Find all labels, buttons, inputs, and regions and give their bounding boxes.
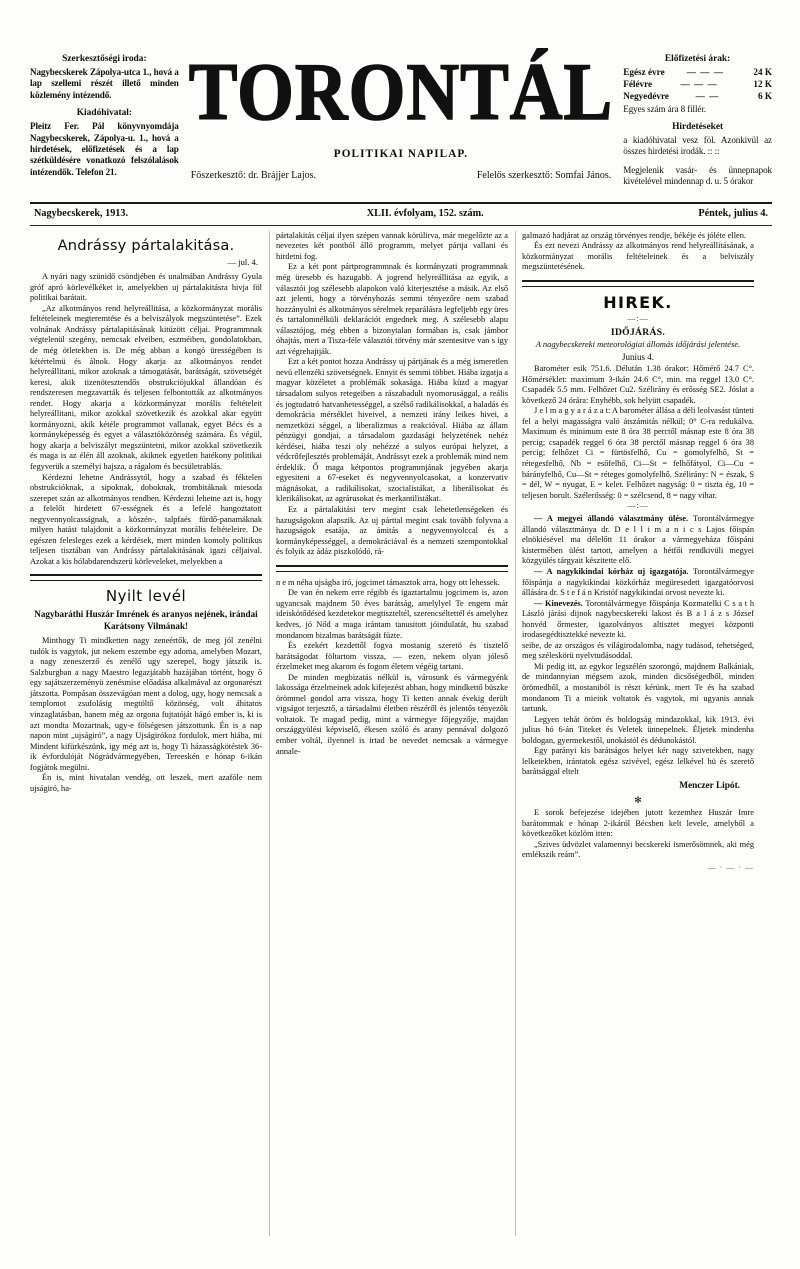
editors-line bbox=[189, 170, 613, 181]
paragraph: Legyen tehát öröm és boldogság mindazokkal, kik 1913. évi julius hó 6-án Titeket és Veletek ünnepelnek. Éljetek mindenha boldogan, gyermekestől, unokástól és dédunokástól. bbox=[522, 714, 754, 745]
price-amount-halfyear: 12 K bbox=[753, 78, 772, 89]
news-item bbox=[522, 514, 754, 567]
news-item-lead: — Kinevezés. bbox=[534, 598, 583, 608]
lead-article-date: — jul. 4. bbox=[227, 257, 258, 268]
paragraph: Minthogy Ti mindketten nagy zeneértők, de meg jól zenélni tudók is vagytok, jut nekem eszembe egy adoma, amelyben Mozart, a nagy zeneszerző és zenélő ugy szerepel, hogy játszik is. Salzburgban a nagy Maestro legazjátabb hazájában történt, hogy ő egy sajátszerzeményü zenésmise előadása alkalmával az orgonarészt játszotta. Pompásan összevágóan ment a dolog, ugy, hogy nemcsak a templomot zsufolásig megtöltő közönség, volt áhitatos vinzaglatásban, hanem még az orgona fujtatóját hágó ember is, ki is azt mondta Mozartnak, ugy-e fölségesen játszottunk. Én is a nap napon mint „ujságiró”, a nagy Ujságirókoz fordulok, mert hiába, mi Mindent kifürkészünk, igy még azt is, hogy Ti házasságkötéstek 36-ik évfordulóját Nógrádvármegyében, Tereeskén e hónap 6-ikán fogjátok megülni. bbox=[30, 636, 262, 772]
dateline-date: Péntek, julius 4. bbox=[698, 207, 768, 219]
mini-divider: —:— bbox=[627, 501, 649, 511]
masthead bbox=[30, 46, 772, 195]
column-1 bbox=[30, 231, 262, 1236]
single-copy-price: Egyes szám ára 8 fillér. bbox=[623, 103, 706, 114]
weather-legend: J e l m a g y a r á z a t: A barométer állása a déli leolvasást tünteti fel a helyi magasságra való átszámitás nélkül; 0° C-ra redukálva. Maximum és minimum este 8 óra 38 perctől másnap este 8 óra 38 percig; csapadék reggel 6 óra 38 perctől másnap reggel 6 óra 38 percig; felhőzet Ci = fürtösfelhő, Cu = gomolyfelhő, St = rétegesfelhő, Nb = esőfelhő, Ci—St = felhőfátyol, Ci—Cu = bárányfelhő, Cu—St = réteges gomolyfelhő. Szélirány: N = észak, S = dél, W = nyugat, E = kelet. Felhőzet nagyság: 0 = tiszta ég, 10 = teljesen borult. Szélerősség: 0 = szélcsend, 8 = nagy vihar. bbox=[522, 406, 754, 500]
paragraph: n e m néha ujságba iró, jogcimet támasztok arra, hogy ott lehessek. bbox=[276, 577, 500, 587]
section-divider bbox=[30, 574, 262, 581]
publisher-office-body bbox=[30, 121, 179, 178]
price-dots-quarter: — — bbox=[695, 90, 720, 101]
weather-report: Barométer esik 751.6. Délután 1.38 órakor: Hőmérő 24.7 C°. Hőmérséklet: maximum 3-ikán 24.6 C°, min. ma reggel 13.0 C°. Csapadék 5.5 mm. Felhőzet Cu2. Szélirány és erősség SE2. Jóslat a következő 24 órára: Enyhébb, sok helyütt csapadék. bbox=[522, 364, 754, 405]
newspaper-subtitle: POLITIKAI NAPILAP. bbox=[333, 147, 469, 160]
paragraph: E sorok befejezése idejében jutott kezemhez Huszár Imre barátommak e hónap 2-ikáról Bécsben kelt levele, amelyből a következőket közlöm itten: bbox=[522, 808, 754, 839]
news-item-lead: — A megyei állandó választmány ülése. bbox=[534, 514, 689, 524]
news-item bbox=[522, 599, 754, 641]
weather-date: Junius 4. bbox=[621, 351, 654, 362]
paragraph: seibe, de az országos és világirodalomba, nagy tudásod, tehetséged, meg széleskörü nyelvtudásoddal. bbox=[522, 640, 754, 661]
paragraph: De minden megbizatás nélkül is, városunk és vármegyénk lakossága érzelmeinek adok kifejezést abban, hogy mindkettő büszke örömmel gondol arra vissza, hogy Ti ketten annak évekig derült vigságot terjesztő, a társadalmi életben részéről és jelentős tényezők voltatok. Te magad pedig, mint a vármegye főjegyzője, majdan országgyülési képviselő, ékesen szóló és arany pennával dolgozó ember voltál, ilyennel is irtad be nevedet nemcsak a vármegye annale- bbox=[276, 672, 508, 756]
newspaper-title: TORONTÁL bbox=[188, 46, 614, 137]
news-item-body: Torontálvármegye főispánja Kozmatelki C s a t h László járási dijnok nagybecskereki lakost és B a l á z s József honvéd őrmester, igazolványos altisztet megyei központi irodasegédtisztekké nevezte ki. bbox=[522, 598, 755, 640]
publishing-schedule: Megjelenik vasár- és ünnepnapok kivételével mindennap d. u. 5 órakor bbox=[623, 164, 772, 187]
section-divider bbox=[522, 280, 754, 287]
mini-divider: —:— bbox=[627, 314, 649, 324]
dateline-volume-issue: XLII. évfolyam, 152. szám. bbox=[366, 207, 484, 219]
paragraph: És ezt nevezi Andrássy az alkotmányos rend helyreállitásának, a közkormányzat morális feltételeinek és a belviszály megszüntetésének. bbox=[522, 241, 754, 272]
editorial-office-heading: Szerkesztőségi iroda: bbox=[62, 54, 147, 64]
editor-in-chief: Főszerkesztő: dr. Brájjer Lajos. bbox=[190, 169, 316, 181]
editorial-office-body: Nagybecskerek Zápolya-utca 1., hová a lap szellemi részét illető minden közlemény intézendő. bbox=[30, 66, 179, 100]
news-item-lead: — A nagykikindai kórház uj igazgatója. bbox=[534, 566, 689, 576]
paragraph: pártalakitás céljai ilyen szépen vannak körülirva, már megelőzte az a nevezetes két pontból álló programm, melyet pártja vallani és hirdetni fog. bbox=[276, 230, 508, 261]
subscription-prices-heading: Előfizetési árak: bbox=[664, 54, 731, 64]
paragraph: Ez a pártalakitási terv megint csak lehetetlenségeken és hazugságokon alapszik. Az uj párttal megint csak tovább folyvna a hazugságok esatája, az ámitás a negyvennyolccal és a kormányképességgel, a demokráciával és a nemzeti szempontokkal és folyik az ádáz piszkolódó, rá- bbox=[276, 505, 508, 557]
end-divider: — · — · — bbox=[707, 862, 754, 872]
paragraph: Egy parányi kis barátságos helyet kér nagy szivetekben, nagy lelketekben, irántatok egész szivével, egész lelkével hü és szerető barátsággal eltelt bbox=[522, 746, 754, 777]
open-letter-title: Nyilt levél bbox=[105, 587, 187, 606]
paragraph: Ez a két pont pártprogrammnak és kormányzati programmnak még üresebb és hazugabb. A jogrend helyreállitása az egyik, a választói jog szélesebb alapokon való kiterjesztése a másik. Az első azt jelenti, hogy a törvényhozás semmi tényezőre nem szabad hozzányulni és alkotmányos sérelmek reparálásra legfeljebb egy üres és tartalomnélküli deklarációt engednek meg. A szélesebb alapu választójog, még ebben a bizonytalan formában is, csak jámbor óhajtás, mert a Tisza-féle választói törvény már szentesitve van s igy azt végrehajtják. bbox=[276, 262, 508, 356]
price-period-halfyear: Félévre bbox=[623, 78, 653, 89]
paragraph: Ezt a két pontot hozza Andrássy uj pártjának és a még ismeretlen nevü ellenzéki szövetségnek. Ennyit és semmi többet. Hiába izgatja a magyar közéletet a problémák sokasága. Hiába küzd a magyar társadalom sulyos retegeiben a rászabadult nyomorusággal, a reális és jogtudatró hatvanhetességgel, a szélső radikálisokkal, a haladás és demokrácia mérséklet hiveivel, a nemzeti irány leikes hivei, a nemzetközi séggel, a liberalizmus a reakcióval. Hiába az állam pénzügyi gondjai, a társadalom gazdasági helyzetének nehéz kérdései, hiába teszi oly nehézzé a sulyos európai helyzet, a védcrőfejlesztés problemáját, Andrássyt ezek a problemák mind nem érdeklik. Ő maga kétpontos programmjának jegyében akarja egyesiteni a 67-eseket és negyvennyolcasokat, a konzervativ mágnásokat, a radikálisokat, szocialistákat, a liberálisokat és klerikálisokat, az agrárusokat és merkantilistákat. bbox=[276, 357, 508, 504]
column-3 bbox=[522, 231, 754, 1236]
dateline-divider-thin bbox=[30, 225, 772, 226]
price-row-quarter bbox=[623, 91, 772, 103]
paragraph: És ezekért kezdettől fogva mostanig szeretö és tisztelő barátságodat föltartom vissza, — ezen, nekem olyan jóleső érzelmeket meg akarom és fogom életem végéig tartani. bbox=[276, 641, 508, 672]
dateline-place: Nagybecskerek, 1913. bbox=[34, 207, 129, 219]
asterisk-separator: ✻ bbox=[634, 794, 642, 805]
paragraph: Kérdezni lehetne Andrássytól, hogy a szabad és féktelen obstrukcióknak, a sipoknak, doboknak, trombitáknak miesoda szerepet szán az alkotmányos rendben. Kérdezni lehetne azt is, hogy a felelőt hirdetett 67-ességnek és a lefelé hangoztatott negyvennyolcasságnak, a köszén-, talpfaés fürdő-panamáknak milyen hatást tulajdonit a közkormányzat morális feltételeire. De egészen felesleges ezek a kérdések, mert minden komoly politikus teljesen tisztában van Andrássy pártalakitásának igazi céljaival. Azokat a kis hólabdarendszerü körleveleket, melyekben a bbox=[30, 472, 262, 566]
paragraph: Én is, mint hivatalan vendég, ott leszek, mert azafóle nem ujságiró, ha- bbox=[30, 773, 262, 793]
open-letter-addressee: Nagybaráthi Huszár Imrének és aranyos nejének, irándai Karátsony Vilmának! bbox=[34, 609, 258, 631]
paragraph: A nyári nagy szünidő csöndjében és unalmában Andrássy Gyula gróf apró körlevélkéket ir, amelyekben uj pártalakitásra hivja föl politikai barátait. bbox=[30, 272, 262, 303]
news-item-body: Torontálvármegye állandó választmánya dr. D e l l i m a n i c s Lajos főispán elnökiésével ma délelőtt 11 órakor a vármegyeháza főispáni kistermében ülést tartott, amelyen a hétfői rendkivüli megyei közgyülés tárgyait készitette elő. bbox=[522, 514, 755, 566]
column-2 bbox=[276, 231, 508, 1236]
price-dots-yearly: — — — bbox=[686, 66, 724, 77]
column-separator bbox=[508, 231, 522, 1236]
lead-article-title: Andrássy pártalakitása. bbox=[57, 236, 235, 254]
phone-number: Telefon 21. bbox=[75, 166, 117, 177]
price-amount-quarter: 6 K bbox=[757, 90, 772, 101]
section-divider bbox=[276, 565, 508, 572]
weather-heading: IDŐJÁRÁS. bbox=[610, 327, 666, 339]
paragraph: „Az alkotmányos rend helyreállitása, a közkormányzat morális feltételeinek megteremtése és a belviszályok megszüntetése”. Ezek volnának Andrássy pártalapitásának kitüzött céljai. Programmnak végtelenül szegény, nemcsak elveiben, eszméiben, gondolatokban, de még ötletekben is. De még abban a kongó ürességében is kétértelmü és álnok. Hogy akarja az alkotmányos rendet helyreállitani, mikor azoknak a támogatását, barátságát, szövetségét keresi, akik tizenötesztendős obstrukciójukkal állandóan és rendszeresen megzavarták és teljesen felbontották az alkotmányos rendet. Hogy akarja a közkormányzat morális feltételeit helyreállitani, mikor azokkal szövetkezik és azokkal akar együtt kormányozni, akik kétéle programmot vallanak, egyet Bécs és a kormányképesség és egyet a választóközönség számára. És végül, hogy akarja a belviszályt megszüntetni, mikor azokkal szövetkezik és maga is az élén áll azoknak, akiknek egyetlen hatékony politikai fegyverük a személyi hajsza, a rágalom és becsületrablás. bbox=[30, 303, 262, 471]
paragraph: „Szives üdvözlet valamennyi becskereki ismerősömnek, aki még emlékszik reám”. bbox=[522, 839, 754, 860]
responsible-editor: Felelős szerkesztő: Somfai János. bbox=[476, 169, 612, 181]
paragraph: De van én nekem erre régibb és igaztartalmu jogcimem is, azon ugyancsak majdnem 50 éves barátság, amelylyel Te engem már ideiskötődésed kezdetekor megtiszteltél, szerencséltettél és amelyhez kedves, jó Nőd a maga irántam tanusitott jóindulatát, hu szabad mondanom bizalmas barátságát füzte. bbox=[276, 588, 508, 640]
price-amount-yearly: 24 K bbox=[753, 66, 772, 77]
masthead-left-info bbox=[30, 52, 179, 185]
publisher-office-text: Pleitz Fer. Pál könyvnyomdája Nagybecskerek, Zápolya-u. 1., hová a hirdetések, előfizetések és a lap szétküldésére vonatkozó felszólalások intézendők. bbox=[30, 121, 179, 177]
letter-signature: Menczer Lipót. bbox=[679, 780, 740, 791]
advertisements-heading: Hirdetéseket bbox=[672, 122, 724, 133]
paragraph: Mi pedig itt, az egykor legszélén szorongó, majdnem Balkániak, de mindannyian mégsem azok, minden dicsőségedből, minden örömedből, a mostaniból is részt kérünk, mert Te és ha szabad mondanom Ti a mieink voltatok és vagytok, mi ugyanis annak tartunk. bbox=[522, 661, 754, 714]
price-row-yearly bbox=[623, 67, 772, 79]
news-section-heading: HIREK. bbox=[603, 293, 673, 312]
weather-subheading: A nagybecskereki meteorológiai állomás időjárási jelentése. bbox=[535, 339, 741, 350]
masthead-right-info bbox=[623, 52, 772, 195]
advertisements-body: a kiadóhivatal vesz föl. Azonkivül az összes hirdetési irodák. :: :: bbox=[623, 135, 772, 157]
publisher-office-heading: Kiadóhivatal: bbox=[76, 108, 132, 119]
news-item-body: Torontálvármegye főispánja a nagykikindai közkórház megüresedett igazgatóorvosi állására dr. S t e f á n Kristóf nagykikindai orvost nevezte ki. bbox=[522, 566, 755, 598]
price-row-halfyear bbox=[623, 79, 772, 91]
masthead-center bbox=[185, 46, 617, 181]
price-period-yearly: Egész évre bbox=[623, 66, 665, 77]
column-separator bbox=[262, 231, 276, 1236]
news-item bbox=[522, 567, 754, 599]
paragraph: galmazó hadjárat az ország törvényes rendje, békéje és jóléte ellen. bbox=[522, 230, 747, 240]
article-columns bbox=[30, 231, 772, 1236]
price-dots-halfyear: — — — bbox=[680, 78, 718, 89]
price-period-quarter: Negyedévre bbox=[623, 90, 669, 101]
dateline-bar bbox=[30, 204, 772, 223]
